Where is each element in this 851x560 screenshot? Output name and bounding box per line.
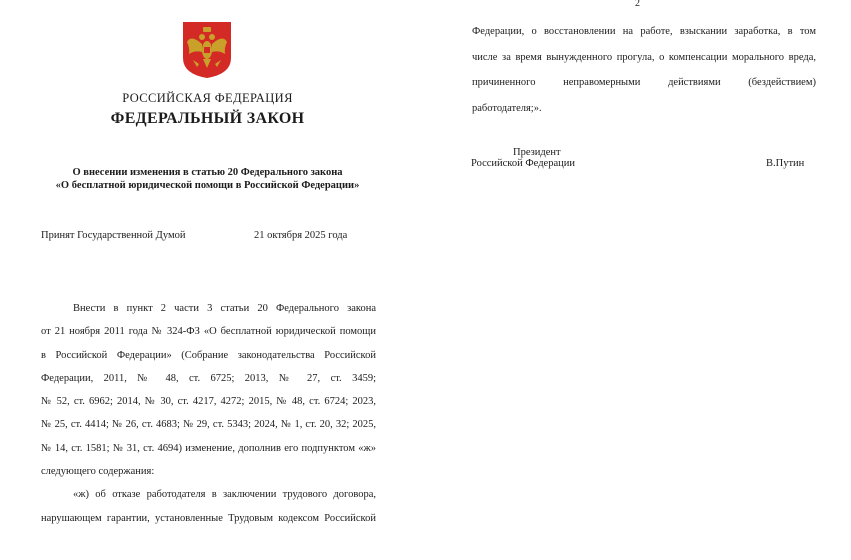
body-line: Федерации, 2011, № 48, ст. 6725; 2013, № 27, ст. 3459; bbox=[41, 372, 376, 384]
coat-of-arms-icon bbox=[181, 20, 233, 80]
body-line: № 52, ст. 6962; 2014, № 30, ст. 4217, 4272; 2015, № 48, ст. 6724; 2023, bbox=[41, 396, 376, 408]
body-line: № 25, ст. 4414; № 26, ст. 4683; № 29, ст. 5343; 2024, № 1, ст. 20, 32; 2025, bbox=[41, 419, 376, 431]
body-line: причиненного неправомерными действиями (бездействием) bbox=[472, 77, 816, 88]
adopted-by: Принят Государственной Думой bbox=[41, 230, 186, 241]
document-type: ФЕДЕРАЛЬНЫЙ ЗАКОН bbox=[110, 110, 305, 127]
law-subject bbox=[0, 166, 415, 192]
body-line: в Российской Федерации» (Собрание законодательства Российской bbox=[41, 349, 376, 361]
body-line: Федерации, о восстановлении на работе, взыскании заработка, в том bbox=[472, 26, 816, 37]
law-body bbox=[41, 297, 376, 530]
page-number: 2 bbox=[635, 0, 640, 9]
page-2 bbox=[430, 0, 851, 560]
body-line: № 14, ст. 1581; № 31, ст. 4694) изменение, дополнив его подпунктом «ж» bbox=[41, 442, 376, 454]
body-line: от 21 ноября 2011 года № 324-ФЗ «О бесплатной юридической помощи bbox=[41, 326, 376, 338]
subject-line: «О бесплатной юридической помощи в Российской Федерации» bbox=[55, 180, 360, 191]
signatory-name: В.Путин bbox=[766, 158, 805, 169]
law-body-continuation bbox=[472, 19, 816, 121]
subject-line: О внесении изменения в статью 20 Федерального закона bbox=[72, 167, 343, 178]
adopted-date: 21 октября 2025 года bbox=[254, 230, 348, 241]
body-line: числе за время вынужденного прогула, о компенсации морального вреда, bbox=[472, 51, 816, 63]
signatory-title-country: Российской Федерации bbox=[471, 158, 575, 169]
body-line: «ж) об отказе работодателя в заключении трудового договора, bbox=[73, 489, 376, 501]
body-line: нарушающем гарантии, установленные Трудовым кодексом Российской bbox=[41, 512, 376, 524]
country-name: РОССИЙСКАЯ ФЕДЕРАЦИЯ bbox=[122, 91, 293, 105]
body-line: следующего содержания: bbox=[41, 466, 155, 478]
signatory-title: Президент bbox=[513, 147, 561, 158]
body-line: работодателя;». bbox=[472, 102, 542, 114]
body-line: Внести в пункт 2 части 3 статьи 20 Федерального закона bbox=[73, 303, 376, 314]
